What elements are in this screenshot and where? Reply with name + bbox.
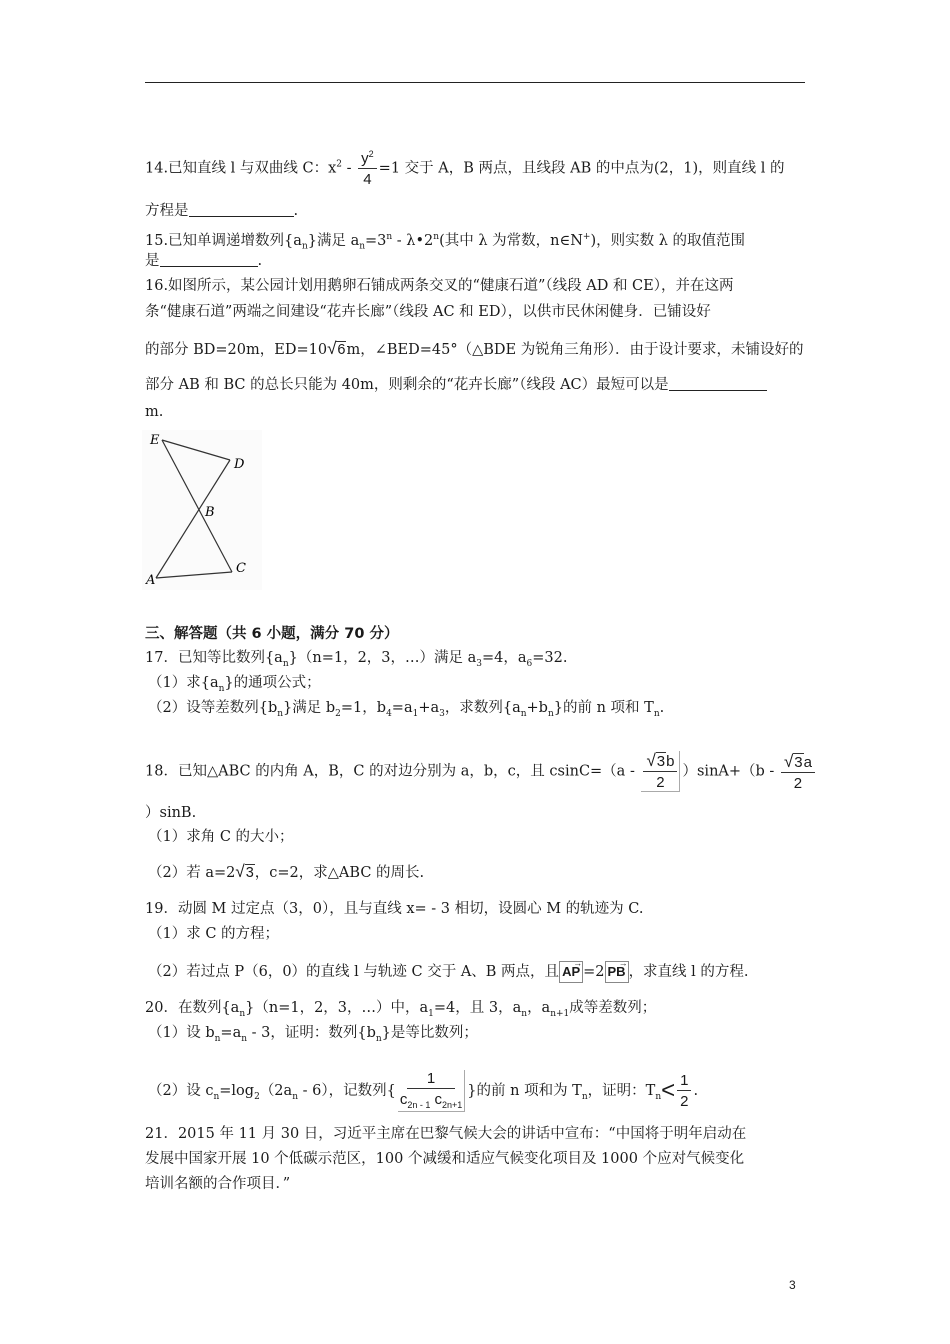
q17-part2: （2）设等差数列$\{b_n\}$满足 $b_2=1$，$b_4=a_1+a_3$，求数列$\{a_n+b_n\}$的前 n 项和 $T_n$. — [148, 700, 665, 719]
header-rule — [145, 82, 805, 83]
vector-PB: → PB — [605, 961, 629, 983]
q20-part2: （2）设 $c_n=\log_2(2a_n - 6)$，记数列{ $\frac{1}{c_{2n - 1} c_{2n+1}}$ }的前 n 项和为 $T_n$，证明：$T_n<$ $\frac{1}{2}$ . — [148, 1070, 699, 1110]
q16-line4: 部分 AB 和 BC 的总长只能为 40m，则剩余的“花卉长廊”（线段 AC）最短可以是 — [145, 375, 767, 395]
q18-fraction2: $\frac{√3a}{2}$ — [781, 753, 815, 791]
q21-line2: 发展中国家开展 10 个低碳示范区，100 个减缓和适应气候变化项目及 1000 个应对气候变化 — [145, 1151, 745, 1167]
q14-line1: 14.已知直线 l 与双曲线 C：$x^2$ - $\frac{y^2}{4}$ =1 交于 A，B 两点，且线段 AB 的中点为(2，1)，则直线 l 的 — [145, 149, 785, 188]
q19-line1: 19．动圆 M 过定点（3，0），且与直线 x= - 3 相切，设圆心 M 的轨迹为 C. — [145, 901, 644, 917]
one-half: $\frac{1}{2}$ — [677, 1073, 691, 1109]
q16-figure — [142, 430, 262, 590]
q14-answer-blank — [189, 202, 294, 217]
sqrt3: √3 — [235, 862, 254, 881]
q18-part1: （1）求角 C 的大小； — [148, 829, 294, 845]
q15-answer-blank — [160, 252, 258, 267]
q15-line2: 是 . — [145, 253, 263, 269]
q18-line2: ）sinB. — [145, 805, 197, 821]
q20-line1: 20．在数列$\{a_n\}(n=1$，2，3，…）中，$a_1=4$，且 3，$a_n$，$a_{n+1}$成等差数列； — [145, 1000, 657, 1019]
sqrt6: √6 — [327, 339, 346, 358]
section-heading: 三、解答题（共 6 小题，满分 70 分） — [145, 626, 399, 642]
q16-line2: 条“健康石道”两端之间建设“花卉长廊”（线段 AC 和 ED），以供市民休闲健身．已铺设好 — [145, 304, 711, 320]
q19-part2: （2）若过点 P（6，0）的直线 l 与轨迹 C 交于 A、B 两点，且→ AP =2→ PB ，求直线 l 的方程. — [148, 961, 749, 983]
page-number: 3 — [789, 1278, 796, 1292]
q20-fraction: $\frac{1}{c_{2n - 1} c_{2n+1}}$ — [398, 1070, 465, 1112]
q17-line1: 17．已知等比数列$\{a_n\}(n=1$，2，3，…）满足 $a_3=4$，$a_6=32$. — [145, 650, 568, 669]
label-B: B — [205, 505, 215, 520]
q16-line1: 16.如图所示，某公园计划用鹅卵石铺成两条交叉的“健康石道”（线段 AD 和 CE），并在这两 — [145, 278, 734, 294]
label-D: D — [234, 457, 245, 472]
q19-part1: （1）求 C 的方程； — [148, 926, 280, 942]
q18-fraction1: $\frac{√3b}{2}$ — [641, 751, 680, 792]
q16-line3: 的部分 BD=20m，ED=10√6m，∠BED=45°（△BDE 为锐角三角形）．由于设计要求，未铺设好的 — [145, 339, 804, 358]
q14-fraction: $\frac{y^2}{4}$ — [358, 150, 377, 187]
label-E: E — [150, 433, 160, 448]
q18-line1: 18．已知△ABC 的内角 A，B，C 的对边分别为 a，b，c，且 csinC=（a - $\frac{√3b}{2}$ ）sinA+（b - $\frac{√3a}{2}$ — [145, 751, 817, 792]
label-A: A — [146, 573, 156, 588]
q21-line1: 21．2015 年 11 月 30 日，习近平主席在巴黎气候大会的讲话中宣布：“中国将于明年启动在 — [145, 1126, 747, 1142]
q20-part1: （1）设 $b_n=a_n - 3$，证明：数列$\{b_n\}$是等比数列； — [148, 1025, 478, 1044]
q17-part1: （1）求$\{a_n\}$的通项公式； — [148, 675, 321, 694]
q21-line3: 培训名额的合作项目．” — [145, 1176, 291, 1192]
q16-answer-blank — [669, 376, 767, 391]
label-C: C — [236, 561, 246, 576]
q18-part2: （2）若 a=2√3，c=2，求△ABC 的周长. — [148, 862, 425, 881]
vector-AP: → AP — [559, 961, 583, 983]
q14-line2: 方程是 . — [145, 203, 299, 219]
q16-line5: m. — [145, 404, 164, 420]
q15-line1: 15.已知单调递增数列$\{a_n\}$满足 $a_n=3^n$ - λ•2$^n$(其中 λ 为常数，n∈N+)，则实数 λ 的取值范围 — [145, 232, 746, 252]
